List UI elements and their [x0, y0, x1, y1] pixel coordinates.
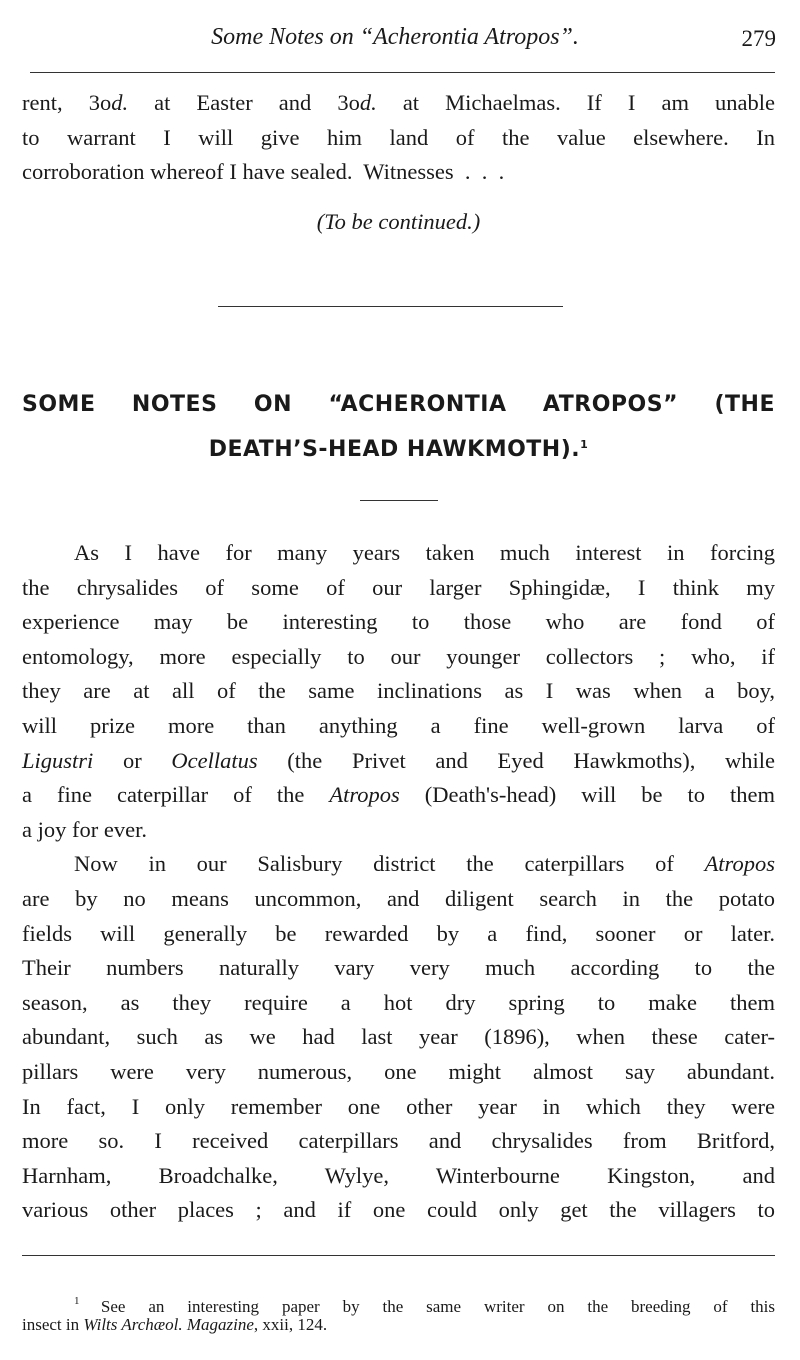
footnote-rule	[22, 1255, 775, 1256]
page-number: 279	[741, 26, 776, 51]
continuation-line	[22, 121, 775, 156]
text-segment: (the Privet and Eyed Hawkmoths), while	[257, 747, 775, 773]
text-segment: insect in	[22, 1315, 84, 1334]
footnote	[22, 1290, 775, 1336]
italic-text: d.	[359, 90, 377, 115]
body-line	[22, 813, 775, 848]
text-segment: rent, 3o	[22, 90, 112, 115]
text-segment: season, as they require a hot dry spring to make them	[22, 989, 775, 1015]
italic-text: d.	[111, 90, 129, 115]
running-header	[0, 24, 800, 51]
continuation-text	[22, 86, 775, 190]
text-segment: , xxii, 124.	[253, 1315, 328, 1334]
text-segment: pillars were very numerous, one might almost say abundant.	[22, 1058, 775, 1084]
text-segment: Now in our Salisbury district the caterpillars of	[74, 851, 705, 877]
body-line	[22, 1159, 775, 1194]
body-line	[22, 1124, 775, 1159]
footnote-line	[22, 1313, 775, 1336]
italic-text: Wilts Archæol. Magazine	[83, 1315, 254, 1334]
continuation-line	[22, 86, 775, 121]
text-segment: will prize more than anything a fine well-grown larva of	[22, 712, 775, 738]
article-body	[22, 536, 775, 1228]
continuation-line	[22, 155, 775, 190]
to-be-continued	[22, 205, 775, 240]
body-line	[22, 1055, 775, 1090]
body-line	[22, 951, 775, 986]
text-segment: at Easter and 3o	[128, 90, 360, 115]
footnote-reference: 1	[580, 438, 589, 451]
footnote-line	[22, 1290, 776, 1316]
text-segment: See an interesting paper by the same writer on the breeding of this	[100, 1297, 776, 1316]
text-segment: various other places ; and if one could only get the villagers to	[22, 1197, 775, 1223]
text-segment: a joy for ever.	[22, 816, 147, 842]
to-be-continued-block	[22, 205, 775, 240]
text-segment: fields will generally be rewarded by a find, sooner or later.	[22, 920, 775, 946]
body-line	[22, 917, 775, 952]
body-line	[22, 674, 775, 709]
body-line	[22, 571, 775, 606]
text-segment: Their numbers naturally vary very much according to the	[22, 955, 775, 981]
italic-text: Ligustri	[22, 747, 94, 773]
to-be-continued-text: (To be continued.)	[316, 209, 481, 234]
section-divider	[218, 306, 563, 307]
text-segment: the chrysalides of some of our larger Sphingidæ, I think my	[22, 574, 775, 600]
text-segment: experience may be interesting to those who are fond of	[22, 609, 775, 635]
article-title	[22, 385, 775, 465]
text-segment: to warrant I will give him land of the value elsewhere. In	[22, 124, 775, 150]
text-segment: more so. I received caterpillars and chrysalides from Britford,	[22, 1128, 775, 1154]
body-line	[22, 1193, 775, 1228]
body-line	[22, 778, 775, 813]
article-title-line-2-text: DEATH’S-HEAD HAWKMOTH).	[208, 437, 581, 462]
text-segment: abundant, such as we had last year (1896), when these cater-	[22, 1024, 775, 1050]
article-title-line-1: SOME NOTES ON “ACHERONTIA ATROPOS” (THE	[22, 392, 775, 417]
text-segment: As I have for many years taken much interest in forcing	[74, 540, 775, 565]
running-title: Some Notes on “Acherontia Atropos”.	[211, 24, 579, 50]
body-line	[22, 1020, 775, 1055]
body-line	[22, 744, 775, 779]
body-line	[22, 986, 775, 1021]
text-segment: corroboration whereof I have sealed. Witnesses . . .	[22, 159, 505, 185]
header-rule	[30, 72, 775, 73]
text-segment: at Michaelmas. If I am unable	[376, 90, 776, 115]
text-segment: are by no means uncommon, and diligent search in the potato	[22, 885, 775, 911]
text-segment: Harnham, Broadchalke, Wylye, Winterbourne Kingston, and	[22, 1162, 775, 1188]
text-segment: entomology, more especially to our younger collectors ; who, if	[22, 643, 775, 669]
text-segment: (Death's-head) will be to them	[399, 782, 776, 808]
italic-text: Atropos	[704, 851, 775, 877]
footnote-marker: 1	[74, 1295, 101, 1307]
body-line	[22, 882, 775, 917]
article-title-line-2	[22, 425, 775, 465]
body-line	[22, 605, 775, 640]
body-line	[22, 709, 775, 744]
text-segment: In fact, I only remember one other year in which they were	[22, 1093, 775, 1119]
text-segment: a fine caterpillar of the	[22, 782, 330, 808]
title-rule	[360, 500, 438, 501]
text-segment: or	[93, 747, 172, 773]
body-line	[22, 847, 775, 882]
text-segment: they are at all of the same inclinations as I was when a boy,	[22, 678, 775, 704]
italic-text: Ocellatus	[171, 747, 258, 773]
body-line	[22, 1090, 775, 1125]
body-line	[22, 640, 775, 675]
italic-text: Atropos	[329, 782, 400, 808]
body-line	[22, 536, 775, 571]
